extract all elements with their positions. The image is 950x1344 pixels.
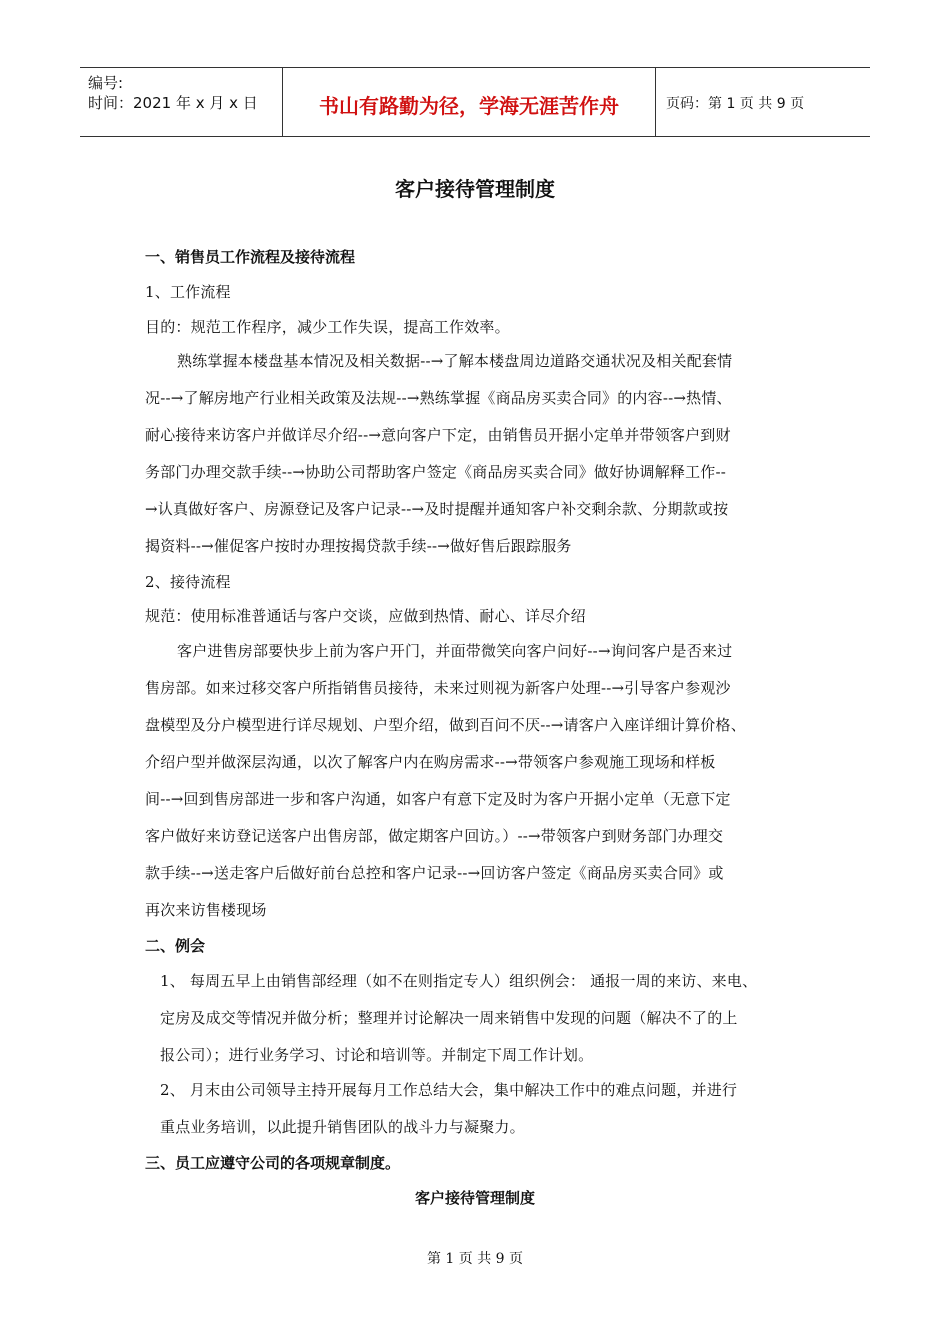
paragraph-line: 重点业务培训，以此提升销售团队的战斗力与凝聚力。	[160, 1118, 525, 1136]
paragraph-line: 售房部。如来过移交客户所指销售员接待，未来过则视为新客户处理--→引导客户参观沙	[145, 679, 731, 697]
document-time-label: 时间：2021 年 x 月 x 日	[88, 94, 258, 112]
paragraph-line: 熟练掌握本楼盘基本情况及相关数据--→了解本楼盘周边道路交通状况及相关配套情	[177, 352, 733, 370]
header-meta-cell	[80, 68, 283, 136]
paragraph-line: 介绍户型并做深层沟通，以次了解客户内在购房需求--→带领客户参观施工现场和样板	[145, 753, 716, 771]
subsection-1-2-title: 2、接待流程	[145, 573, 231, 591]
header-motto: 书山有路勤为径，学海无涯苦作舟	[319, 94, 619, 118]
paragraph-line: 再次来访售楼现场	[145, 901, 267, 919]
subsection-1-2-norm: 规范：使用标准普通话与客户交谈，应做到热情、耐心、详尽介绍	[145, 607, 586, 625]
page-footer: 第 1 页 共 9 页	[426, 1251, 524, 1267]
document-number-label: 编号:	[88, 74, 124, 92]
header-table	[80, 67, 870, 137]
paragraph-line: 务部门办理交款手续--→协助公司帮助客户签定《商品房买卖合同》做好协调解释工作--	[145, 463, 727, 481]
document-title: 客户接待管理制度	[395, 177, 555, 201]
repeated-document-title: 客户接待管理制度	[414, 1189, 535, 1207]
section-3-heading: 三、员工应遵守公司的各项规章制度。	[145, 1154, 401, 1172]
section-1-heading: 一、销售员工作流程及接待流程	[145, 248, 356, 266]
paragraph-line: 盘模型及分户模型进行详尽规划、户型介绍，做到百问不厌--→请客户入座详细计算价格、	[145, 716, 746, 734]
section-2-heading: 二、例会	[145, 937, 206, 955]
paragraph-line: 2、 月末由公司领导主持开展每月工作总结大会，集中解决工作中的难点问题，并进行	[160, 1081, 738, 1099]
paragraph-line: 况--→了解房地产行业相关政策及法规--→熟练掌握《商品房买卖合同》的内容--→热情、	[145, 389, 732, 407]
paragraph-line: 定房及成交等情况并做分析；整理并讨论解决一周来销售中发现的问题（解决不了的上	[160, 1009, 738, 1027]
paragraph-line: 客户做好来访登记送客户出售房部，做定期客户回访。）--→带领客户到财务部门办理交	[145, 827, 724, 845]
paragraph-line: 间--→回到售房部进一步和客户沟通，如客户有意下定及时为客户开据小定单（无意下定	[145, 790, 731, 808]
paragraph-line: 客户进售房部要快步上前为客户开门，并面带微笑向客户问好--→询问客户是否来过	[177, 642, 733, 660]
header-page-cell	[656, 68, 870, 136]
header-page-info: 页码：第 1 页 共 9 页	[666, 96, 805, 112]
paragraph-line: 款手续--→送走客户后做好前台总控和客户记录--→回访客户签定《商品房买卖合同》或	[145, 864, 724, 882]
paragraph-line: 揭资料--→催促客户按时办理按揭贷款手续--→做好售后跟踪服务	[145, 537, 572, 555]
paragraph-line: 1、 每周五早上由销售部经理（如不在则指定专人）组织例会： 通报一周的来访、来电、	[160, 972, 758, 990]
subsection-1-1-purpose: 目的：规范工作程序，减少工作失误，提高工作效率。	[145, 318, 510, 336]
paragraph-line: 耐心接待来访客户并做详尽介绍--→意向客户下定，由销售员开据小定单并带领客户到财	[145, 426, 731, 444]
paragraph-line: →认真做好客户、房源登记及客户记录--→及时提醒并通知客户补交剩余款、分期款或按	[145, 500, 729, 518]
paragraph-line: 报公司）；进行业务学习、讨论和培训等。并制定下周工作计划。	[160, 1046, 594, 1064]
header-motto-cell	[283, 68, 656, 136]
subsection-1-1-title: 1、工作流程	[145, 283, 231, 301]
